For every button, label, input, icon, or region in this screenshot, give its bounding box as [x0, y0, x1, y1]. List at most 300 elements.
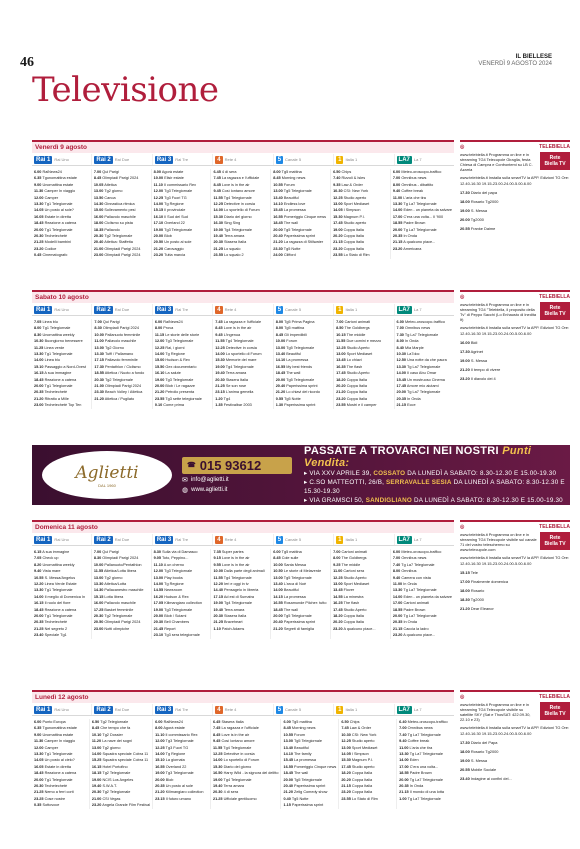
- program-title: Beach Volley / Atletica: [105, 390, 143, 395]
- channel-logo: Rai 1: [36, 306, 51, 313]
- telebiella-item[interactable]: [460, 376, 570, 382]
- program-title: Tg1 Telegiornale: [44, 614, 73, 619]
- telebiella-item[interactable]: [460, 758, 570, 764]
- program-title: Terra amara: [223, 607, 245, 612]
- telebiella-item[interactable]: [460, 226, 570, 232]
- program-column: [152, 319, 212, 409]
- program-title: Padre Brown: [403, 221, 426, 226]
- program-time: 8.20: [34, 562, 42, 567]
- program-title: Coppa Italia: [351, 790, 373, 795]
- telebiella-item[interactable]: [460, 749, 570, 755]
- channel-logo: 1: [338, 706, 342, 713]
- program-time: 23.40: [34, 633, 44, 638]
- ad-headline-b: Punti Vendita:: [304, 445, 532, 469]
- program-time: 20.50: [93, 620, 104, 625]
- telebiella-item[interactable]: [460, 190, 570, 196]
- ad-store-3-hours: DA LUNEDÌ A SABATO: 8.30-12.30 E 15.00-19.30: [413, 497, 563, 504]
- channel-0: [32, 704, 91, 715]
- channel-name: Rete 4: [224, 537, 237, 542]
- program-item[interactable]: [273, 239, 328, 245]
- program-item[interactable]: [273, 626, 328, 632]
- program-title: Qui Parigi: [102, 550, 119, 554]
- telebiella-item[interactable]: [460, 570, 570, 576]
- program-title: Coppa Italia: [343, 227, 364, 232]
- advertisement-banner[interactable]: [32, 445, 570, 505]
- program-item[interactable]: [94, 626, 149, 632]
- program-title: RaiNews24: [163, 320, 183, 324]
- program-time: 18.45: [34, 221, 44, 226]
- program-time: 21.25: [215, 384, 225, 389]
- program-title: Terra amara: [225, 371, 247, 376]
- program-time: 17.45: [336, 371, 346, 376]
- telebiella-item[interactable]: [460, 199, 570, 205]
- program-title: Ginnastica ritmica: [104, 202, 135, 207]
- program-title: Tg3 Telegiornale: [164, 569, 193, 574]
- program-title: Tg La7 Telegiornale: [403, 202, 437, 207]
- ad-contacts: [182, 457, 292, 494]
- program-title: Eden - un pianeta da salvare: [403, 208, 453, 213]
- program-time: 10.30: [396, 352, 407, 357]
- program-item[interactable]: [341, 796, 394, 802]
- program-title: Tg La7 Telegiornale: [407, 732, 441, 737]
- program-item[interactable]: [393, 207, 452, 213]
- program-time: 10.30: [34, 339, 44, 344]
- ad-brand: Aglietti: [75, 462, 139, 483]
- program-time: 12.00: [154, 339, 165, 344]
- program-time: 18.45: [283, 771, 293, 776]
- program-item[interactable]: [273, 252, 328, 258]
- program-time: 20.30: [213, 790, 223, 795]
- program-time: 18.45: [273, 221, 283, 226]
- channel-name: La 7: [413, 307, 422, 312]
- program-title: Così lontano amore: [221, 739, 255, 744]
- program-item[interactable]: [155, 789, 208, 795]
- program-time: 12.00: [153, 189, 164, 194]
- program-time: 23.30: [94, 390, 104, 395]
- program-item[interactable]: [155, 796, 208, 802]
- telebiella-app-info: www.telebiella.it Installa sulla smartTV la APP. Edizioni TG Ore: 12.40-16.30 19.15-23.00-24.00-5.00-6.00: [460, 325, 570, 336]
- program-item[interactable]: [399, 796, 452, 802]
- channel-header-row: [32, 304, 454, 316]
- program-item[interactable]: [213, 568, 268, 574]
- program-time: 20.00: [153, 234, 164, 239]
- program-time: 14.40: [213, 588, 223, 593]
- program-time: 18.15: [91, 771, 102, 776]
- program-time: 16.55: [155, 764, 165, 769]
- program-item[interactable]: [333, 626, 388, 632]
- program-item[interactable]: [283, 802, 336, 808]
- program-time: 14.05: [34, 208, 44, 213]
- program-time: 20.40: [275, 384, 286, 389]
- day-heading: Venerdì 9 agosto: [32, 142, 454, 153]
- program-title: Tg2 giorno: [102, 745, 121, 750]
- program-time: 1.10: [213, 626, 221, 631]
- program-title: L'anima gemella: [225, 390, 254, 395]
- program-column: [338, 719, 396, 809]
- program-time: 9.40: [34, 569, 42, 574]
- program-title: In Onda: [403, 620, 417, 625]
- program-title: Eden: [409, 758, 419, 763]
- channel-logo: Rai 3: [156, 536, 172, 543]
- program-item[interactable]: [94, 389, 149, 395]
- program-title: Tg3 Telegiornale: [165, 739, 194, 744]
- telebiella-label: TELEBIELLA: [539, 144, 570, 150]
- telebiella-item[interactable]: [460, 358, 570, 364]
- program-title: Olimpiadi Parigi 2024: [102, 556, 139, 561]
- program-time: 14.10: [273, 202, 283, 207]
- program-time: 10.55: [34, 575, 44, 580]
- program-title: Estate in diretta: [44, 214, 71, 219]
- program-item[interactable]: [94, 396, 149, 402]
- program-item[interactable]: [34, 338, 89, 344]
- channel-logo: 5: [277, 306, 282, 313]
- program-title: Meteo-oroscopo-traffico: [404, 320, 446, 324]
- program-time: 11.55: [213, 745, 223, 750]
- program-title: The Goldbergs: [344, 326, 370, 331]
- program-item[interactable]: [34, 802, 87, 808]
- program-title: Tg2 giorno: [104, 575, 123, 580]
- telebiella-info: [460, 532, 570, 552]
- program-time: 18.45: [34, 771, 44, 776]
- rete-biella-logo: Rete Biella TV: [540, 702, 570, 720]
- program-time: 20.20: [333, 234, 343, 239]
- program-time: 19.00: [213, 601, 223, 606]
- program-title: Americana: [403, 246, 422, 251]
- program-time: 9.40: [399, 739, 407, 744]
- program-title: Coppa Italia: [346, 377, 367, 382]
- program-column: [390, 169, 454, 259]
- program-item[interactable]: [397, 402, 452, 408]
- telebiella-item[interactable]: [460, 367, 570, 373]
- program-time: 16.15: [91, 764, 102, 769]
- program-time: 6.00: [34, 720, 42, 724]
- program-title: Chips: [349, 720, 360, 724]
- program-item[interactable]: [94, 619, 149, 625]
- program-title: Meteo-oroscopo-traffico: [401, 550, 442, 554]
- channel-name: Rete 4: [224, 157, 237, 162]
- program-title: Ufficiale gentiluomo: [223, 796, 257, 801]
- program-item[interactable]: [154, 252, 209, 258]
- program-time: 10.00: [213, 569, 223, 574]
- program-time: 23.20: [392, 633, 403, 638]
- program-time: 20.00: [396, 390, 407, 395]
- program-title: Diario del papa: [470, 190, 498, 195]
- program-title: Terra amara: [223, 234, 245, 239]
- program-item[interactable]: [213, 770, 278, 776]
- telebiella-header: [460, 522, 570, 532]
- program-time: 18.30: [460, 597, 470, 602]
- program-title: Tg2 Telegiornale: [102, 790, 131, 795]
- program-time: 14.05: [333, 208, 343, 213]
- program-title: Tg La7 Telegiornale: [409, 777, 443, 782]
- program-time: 7.00: [396, 326, 404, 331]
- channel-2: [152, 704, 212, 715]
- program-time: 11.25: [34, 345, 44, 350]
- channel-name: Rai Uno: [54, 307, 69, 312]
- program-time: 21.45: [153, 626, 164, 631]
- program-title: C'era una volta... Il '900: [403, 214, 444, 219]
- program-time: 14.10: [283, 752, 293, 757]
- program-time: 0.10: [154, 403, 163, 408]
- program-time: 15.25: [91, 758, 102, 763]
- program-title: Tg2 Telegiornale: [104, 234, 133, 239]
- program-time: 12.25: [336, 345, 346, 350]
- ad-email[interactable]: [182, 477, 292, 484]
- program-title: Segreti di famiglia: [283, 626, 315, 631]
- telebiella-item[interactable]: [460, 340, 570, 346]
- program-time: 14.00: [34, 594, 44, 599]
- program-item[interactable]: [94, 587, 149, 593]
- program-title: Coppa Italia: [343, 614, 364, 619]
- program-time: 16.10: [154, 371, 165, 376]
- program-title: Morning news: [291, 726, 316, 731]
- program-title: Detective in corsia: [224, 202, 256, 207]
- program-time: 20.30: [91, 790, 102, 795]
- program-time: 17.30: [94, 364, 104, 369]
- program-title: Overland 22: [165, 764, 187, 769]
- program-time: 23.10: [153, 633, 164, 638]
- channel-2: [152, 154, 212, 165]
- program-item[interactable]: [393, 246, 452, 252]
- program-title: Tg La7 Telegiornale: [407, 364, 441, 369]
- program-item[interactable]: [92, 757, 150, 763]
- program-title: Unomattina estate: [42, 732, 74, 737]
- program-columns: [32, 316, 454, 409]
- program-item[interactable]: [92, 802, 150, 808]
- program-title: Paperissima sprint: [284, 403, 316, 408]
- program-time: 21.00: [93, 246, 104, 251]
- ad-phone-number: 015 93612: [199, 457, 262, 473]
- program-time: 12.25: [153, 195, 164, 200]
- program-time: 7.35: [213, 550, 221, 554]
- program-time: 6.00: [273, 550, 281, 554]
- program-title: Studio Aperto: [343, 575, 367, 580]
- channel-name: Rai Due: [114, 157, 130, 162]
- telebiella-item[interactable]: [460, 217, 570, 223]
- program-time: 10.00: [275, 339, 286, 344]
- ad-phone[interactable]: [182, 457, 292, 474]
- program-time: 13.40: [273, 195, 283, 200]
- program-item[interactable]: [273, 600, 328, 606]
- program-time: 7.45: [213, 176, 221, 181]
- program-item[interactable]: [276, 402, 331, 408]
- program-title: Carovaggio: [164, 246, 184, 251]
- program-title: Tuffi / Pallamano: [104, 352, 134, 357]
- program-time: 21.00: [91, 796, 102, 801]
- program-title: Rizzoli & Isles: [341, 176, 366, 181]
- channel-logo: 4: [217, 536, 221, 543]
- channel-logo: Rai 2: [96, 156, 111, 163]
- telebiella-item[interactable]: [460, 767, 570, 773]
- program-time: 8.45: [93, 176, 102, 181]
- channel-logo: Rai 3: [156, 156, 172, 163]
- program-title: Camper: [44, 745, 59, 750]
- program-title: Pallavolo maschile: [104, 214, 136, 219]
- program-time: 21.20: [155, 790, 165, 795]
- program-item[interactable]: [213, 252, 268, 258]
- program-title: Coppa Italia: [351, 784, 373, 789]
- program-title: Tg4 Telegiornale: [223, 195, 252, 200]
- program-title: Tg1 Telegiornale: [44, 352, 73, 357]
- program-time: 10.00: [273, 562, 283, 567]
- program-time: 14.15: [273, 594, 283, 599]
- program-title: Tgunomattina estate: [42, 176, 78, 181]
- channel-5: [333, 304, 393, 315]
- program-title: Estate in diretta: [44, 764, 71, 769]
- program-title: My best friends: [286, 364, 313, 369]
- program-title: Pallanuoto femminile: [105, 332, 141, 337]
- program-title: L'arca di Noè: [283, 582, 307, 587]
- program-title: Memorie del mare: [225, 358, 257, 363]
- program-time: 23.55: [213, 253, 223, 258]
- program-time: 10.15: [336, 332, 346, 337]
- program-title: Tg2 Telegiornale: [100, 720, 129, 724]
- program-item[interactable]: [215, 402, 270, 408]
- program-item[interactable]: [34, 402, 89, 408]
- program-title: Finalmente domenica: [470, 579, 509, 584]
- program-time: 11.00: [333, 569, 343, 574]
- program-title: Tg1 Telegiornale: [44, 752, 73, 757]
- program-item[interactable]: [397, 357, 452, 363]
- program-item[interactable]: [333, 252, 388, 258]
- telebiella-info-text: www.telebiella.it Programma on line e in streaming TG4 "Telebiella, il proposito della Tv" di Peppo Sacchi (Lo Enhausto di Inedita It): [460, 302, 536, 322]
- program-item[interactable]: [94, 370, 149, 376]
- program-time: 7.40: [333, 176, 341, 181]
- program-title: Cose nostre: [44, 796, 66, 801]
- telebiella-item[interactable]: [460, 606, 570, 612]
- program-column: [390, 549, 454, 639]
- program-time: 13.50: [93, 195, 104, 200]
- program-title: Forum: [294, 732, 306, 737]
- program-time: 17.00: [460, 579, 470, 584]
- ad-store-1-city: COSSATO: [373, 470, 406, 477]
- program-item[interactable]: [155, 402, 210, 408]
- channel-logo: 4: [217, 306, 221, 313]
- program-title: A qualcuno piace...: [403, 633, 436, 638]
- program-title: Tg4: [223, 396, 231, 401]
- program-time: 14.00: [153, 202, 164, 207]
- channel-name: La 7: [413, 537, 422, 542]
- channel-logo: Rai 2: [96, 706, 111, 713]
- telebiella-item[interactable]: [460, 208, 570, 214]
- program-title: Meteo-oroscopo-traffico: [401, 170, 442, 174]
- program-time: 21.20: [94, 396, 104, 401]
- program-time: 8.45: [91, 726, 100, 731]
- program-time: 20.30: [215, 377, 225, 382]
- program-title: Lo sportello di Forum: [223, 758, 260, 763]
- channel-name: Rai Uno: [54, 537, 69, 542]
- program-title: Clifford: [283, 253, 296, 258]
- program-time: 14.00: [91, 752, 102, 757]
- program-title: La promessa: [283, 594, 306, 599]
- channel-6: [394, 304, 454, 315]
- program-item[interactable]: [336, 402, 391, 408]
- program-title: Cartoni sera: [343, 569, 365, 574]
- program-column: [212, 319, 272, 409]
- program-title: Techetechetè: [44, 620, 68, 625]
- telebiella-item[interactable]: [460, 579, 570, 585]
- program-title: Techetechetè: [44, 234, 68, 239]
- program-title: Dear Eleanor: [470, 606, 494, 611]
- program-item[interactable]: [34, 252, 89, 258]
- ad-website[interactable]: [182, 487, 292, 494]
- program-title: Vista mare: [42, 569, 61, 574]
- program-item[interactable]: [94, 252, 149, 258]
- channel-name: Rai Due: [114, 307, 130, 312]
- program-item[interactable]: [213, 626, 268, 632]
- program-title: Unomattina estate: [42, 182, 74, 187]
- program-time: 14.55: [333, 594, 343, 599]
- program-item[interactable]: [34, 632, 89, 638]
- program-time: 10.30: [341, 732, 351, 737]
- telebiella-app-info: www.telebiella.it Installa sulla smartTV la APP. Edizioni TG Ore: 12.40-16.30 19.15-23.00-24.00-5.00-6.00: [460, 175, 570, 186]
- program-title: Paperissima sprint: [283, 620, 316, 625]
- telebiella-item[interactable]: [460, 597, 570, 603]
- program-title: A sua immagine: [44, 371, 72, 376]
- program-title: I Simpson: [351, 752, 369, 757]
- program-time: 23.20: [153, 253, 164, 258]
- program-title: In Onda: [407, 396, 421, 401]
- program-time: 20.00: [273, 227, 283, 232]
- program-title: RaiNews24: [163, 720, 184, 724]
- program-time: 11.15: [154, 332, 165, 337]
- telebiella-item[interactable]: [460, 588, 570, 594]
- program-title: Mostri e il camper: [346, 403, 377, 408]
- program-title: Morning news: [281, 176, 306, 181]
- program-time: 13.00: [275, 345, 286, 350]
- program-title: Forum: [286, 339, 298, 344]
- program-time: 17.30: [460, 190, 470, 195]
- program-title: Law & Order: [349, 726, 372, 731]
- program-title: Tg1 Telegiornale: [44, 202, 73, 207]
- program-time: 8.50: [336, 326, 344, 331]
- telebiella-item[interactable]: [460, 349, 570, 355]
- program-time: 6.15: [34, 550, 42, 554]
- program-time: 7.00: [93, 170, 102, 174]
- program-title: The flash: [343, 601, 360, 606]
- program-item[interactable]: [154, 600, 209, 606]
- program-title: Cartoni animati: [403, 601, 429, 606]
- program-time: 8.00: [155, 726, 163, 731]
- program-title: Magnum P.I.: [351, 758, 373, 763]
- program-time: 20.50: [153, 240, 164, 245]
- program-title: Stasera Italia: [225, 377, 249, 382]
- telebiella-header: [460, 292, 570, 302]
- program-title: Bell Chambers: [164, 620, 190, 625]
- program-time: 18.45: [34, 377, 44, 382]
- program-title: Il meglio di Domenica In: [44, 594, 86, 599]
- telebiella-item[interactable]: [460, 740, 570, 746]
- program-title: Un posto al sole: [165, 784, 193, 789]
- program-item[interactable]: [213, 796, 278, 802]
- program-title: Tg2 Dossier: [102, 732, 123, 737]
- program-time: 8.00: [333, 556, 341, 561]
- program-title: Coppa Italia: [351, 777, 373, 782]
- program-item[interactable]: [154, 632, 209, 638]
- program-title: 4 di sera: [223, 790, 239, 795]
- ad-since: DAL 1960: [98, 482, 116, 488]
- program-item[interactable]: [393, 632, 452, 638]
- program-item[interactable]: [273, 568, 328, 574]
- program-time: 8.00: [392, 182, 401, 187]
- channel-logo: 5: [277, 536, 282, 543]
- program-title: Tg5 Telegiornale: [293, 777, 322, 782]
- program-title: Overland 22: [164, 221, 185, 226]
- telebiella-item[interactable]: [460, 776, 570, 782]
- program-time: 20.40: [273, 620, 283, 625]
- program-time: 20.30: [93, 614, 104, 619]
- program-time: 20.55: [460, 767, 470, 772]
